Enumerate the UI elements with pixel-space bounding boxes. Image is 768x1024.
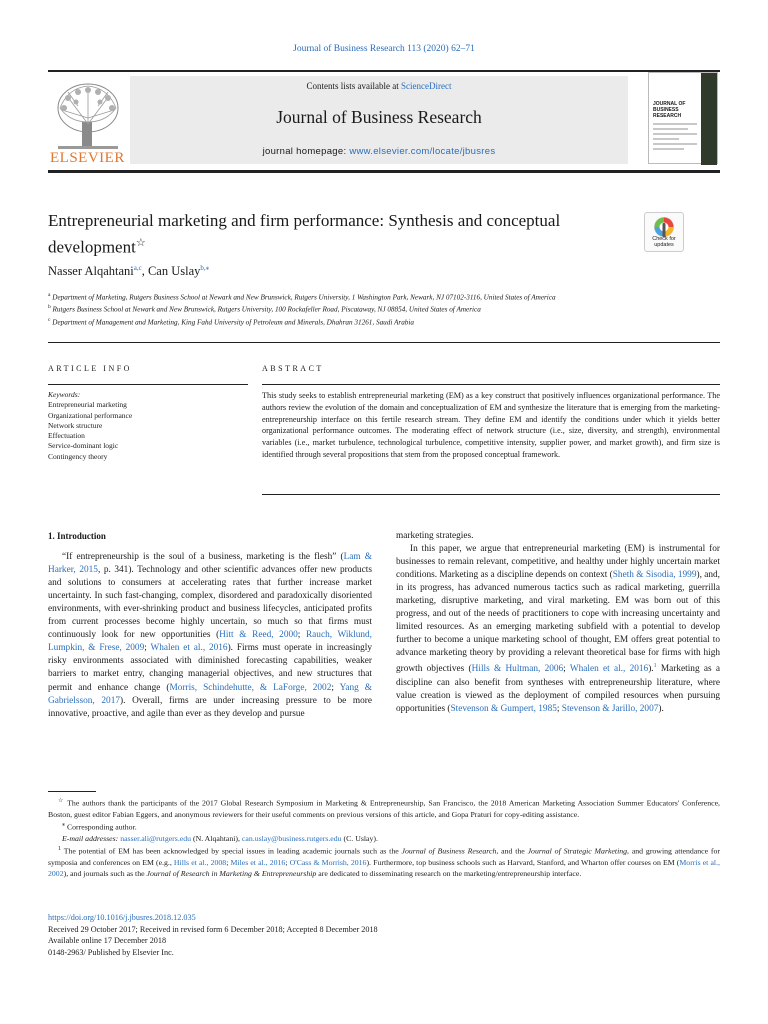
sciencedirect-link[interactable]: ScienceDirect [401,81,452,91]
abstract-bottom-rule [262,494,720,495]
check-for-updates-badge[interactable] [644,212,684,252]
affiliations [48,290,648,327]
author-list: Nasser Alqahtani$^{a,c}$, Can Uslay$^{b,⁎}$ [48,264,210,279]
citation-link[interactable]: Morris, Schindehutte, & LaForge, 2002 [169,682,332,693]
footnote-1: $^1$ The potential of EM has been acknowledged by special issues in leading academic journals such as the Journal of Business Research, and the Journal of Strategic Marketing, and growing attendance for symposia and conferences on EM (e.g., Hills et al., 2008; Miles et al., 2016; O'Cass & Morrish, 2016). Furthermore, top business schools such as Harvard, Stanford, and Wharton offer courses on EM (Morris et al., 2002), and journals such as the Journal of Research in Marketing & Entrepreneurship are dedicated to disseminating research on the marketing/entrepreneurship interface. [48,846,720,878]
footnote-rule [48,791,96,792]
keywords-label: Keywords: [48,390,81,399]
masthead-rule [48,170,720,173]
email-link[interactable]: can.uslay@business.rutgers.edu [241,833,342,843]
author-affiliation-mark[interactable]: a,c [133,264,142,272]
italic-text: Journal of Business Research [401,846,497,856]
contents-lists-line: Contents lists available at ScienceDirect [306,81,452,91]
cover-text-lines [653,123,697,153]
affiliation-item: $^c$ Department of Management and Marketing, King Fahd University of Petroleum and Minerals, Dhahran 31261, Saudi Arabia [48,316,414,327]
available-online: Available online 17 December 2018 [48,936,167,946]
elsevier-wordmark[interactable]: ELSEVIER [50,150,125,166]
article-metadata [48,912,720,958]
journal-cover-thumbnail[interactable] [648,72,718,164]
journal-masthead [48,70,720,166]
section-heading-introduction: 1. Introduction [48,531,106,541]
citation-link[interactable]: Hitt & Reed, 2000 [219,630,298,641]
abstract-text: This study seeks to establish entrepreneurial marketing (EM) as a key construct that positively influences organizational performance. The authors review the evolution of the domain and conceptualization of EM and synthesize the literature that is emerging from the marketing-entrepreneurship interface on this fertile research stream. They define EM and identify the conditions under which it yields better organizational performance outcomes. The moderating effect of network structure (i.e., size, diversity, and strength), environmental variables (i.e., market turbulence, technological turbulence, competitive intensity, supplier power, and market growth), and firm size is identified through several propositions that stem from the proposed conceptual framework. [262,391,720,459]
citation-link[interactable]: Hills & Hultman, 2006 [471,664,564,675]
keyword-item: Contingency theory [48,451,108,461]
journal-citation[interactable]: Journal of Business Research 113 (2020) 62–71 [293,44,475,54]
cover-image-band [701,73,717,165]
footnote-ref[interactable]: 1 [653,663,657,670]
keyword-item: Effectuation [48,431,85,441]
author-name[interactable]: Nasser Alqahtani [48,264,134,279]
author-affiliation-mark[interactable]: b,⁎ [200,264,210,272]
citation-link[interactable]: Sheth & Sisodia, 1999 [612,570,697,581]
citation-link[interactable]: Morris et al., 2002 [48,857,720,878]
body-column-right [396,530,720,716]
journal-homepage-link[interactable]: www.elsevier.com/locate/jbusres [349,146,496,157]
keywords-block [48,390,248,462]
citation-link[interactable]: Miles et al., 2016 [230,857,286,867]
citation-link[interactable]: Rauch, Wiklund, Lumpkin, & Frese, 2009 [48,630,373,654]
doi-link[interactable]: https://doi.org/10.1016/j.jbusres.2018.12.035 [48,913,196,922]
abstract-rule [262,384,720,385]
cover-title: JOURNAL OF BUSINESS RESEARCH [653,101,686,119]
italic-text: Journal of Research in Marketing & Entrepreneurship [146,869,317,878]
body-paragraph: In this paper, we argue that entrepreneurial marketing (EM) is instrumental for businesses to remain relevant, competitive, and healthy under highly uncertain market conditions. Marketing as a discipline depends on context (Sheth & Sisodia, 1999), and, in its progress, has advanced numerous tactics such as radical marketing, guerrilla marketing, disruptive marketing, and viral marketing. EM was born out of this progress, and out of the needs of practitioners to cope with increasing uncertainty and limited resources. As an emerging marketing subfield with a potential to develop further to become a unique marketing school of thought, EM offers great potential to advance marketing theory by providing a relevant theoretical base for firms with high growth objectives (Hills & Hultman, 2006; Whalen et al., 2016).$^1$ Marketing as a discipline can also benefit from syntheses with entrepreneurship literature, where value creation is viewed as the deployment of compiled resources when pursuing opportunities (Stevenson & Gumpert, 1985; Stevenson & Jarillo, 2007). [396,544,720,714]
article-info-rule [48,384,248,385]
keyword-item: Entrepreneurial marketing [48,400,127,410]
acknowledgement-footnote: ☆ The authors thank the participants of the 2017 Global Research Symposium in Marketing & Entrepreneurship, San Francisco, the 2018 American Marketing Association Summer Educators' Conference, Boston, guest editor Fabian Eggers, and anonymous reviewers for their useful comments on previous versions of this article, and Gopa Praturi for copy-editing assistance. [48,798,720,819]
journal-title: Journal of Business Research [276,107,482,127]
article-title: Entrepreneurial marketing and firm performance: Synthesis and conceptual development☆ [48,211,561,257]
corresponding-author-note: ⁎ Corresponding author. [62,822,137,832]
article-info-heading: ARTICLE INFO [48,364,132,373]
footnotes [48,796,720,879]
affiliation-item: $^a$ Department of Marketing, Rutgers Business School at Newark and New Brunswick, Rutgers University, 1 Washington Park, Newark, NJ 07102-3116, United States of America [48,292,556,302]
copyright-line: 0148-2963/ Published by Elsevier Inc. [48,947,174,957]
journal-homepage-line: journal homepage: www.elsevier.com/locate/jbusres [262,146,496,157]
citation-link[interactable]: Lam & Harker, 2015 [48,552,373,576]
abstract-heading: ABSTRACT [262,364,324,373]
keyword-item: Network structure [48,420,103,430]
email-link[interactable]: nasser.ali@rutgers.edu [120,833,192,843]
affiliation-item: $^b$ Rutgers Business School at Newark and New Brunswick, Rutgers University, 100 Rockafeller Road, Piscataway, NJ 08854, United States of America [48,304,481,314]
crossmark-label: Check for updates [652,236,676,248]
citation-link[interactable]: O'Cass & Morrish, 2016 [289,857,367,867]
citation-link[interactable]: Stevenson & Gumpert, 1985 [450,703,557,714]
body-paragraph: marketing strategies. [396,531,474,541]
body-paragraph: “If entrepreneurship is the soul of a business, marketing is the flesh” (Lam & Harker, 2015, p. 341). Technology and other scientific advances offer new products and solutions to consumers at accelerating rates that further increase market uncertainty. In such fast-changing, complex, disordered and paradoxically disoriented environments, with ever-shrinking product and business lifecycles, anticipated profits from current processes become highly uncertain, so much so that firms must continuously look for new opportunities (Hitt & Reed, 2000; Rauch, Wiklund, Lumpkin, & Frese, 2009; Whalen et al., 2016). Firms must operate in increasingly risky environments associated with diminished forecasting capabilities, weaker barriers to market entry, changing managerial objectives, and new structures that permit and enhance change (Morris, Schindehutte, & LaForge, 2002; Yang & Gabrielsson, 2017). Overall, firms are under increasing pressure to be more innovative, proactive, and agile than ever as they develop and pursue [48,552,373,719]
article-info-top-rule [48,342,720,343]
keyword-item: Organizational performance [48,410,133,420]
citation-link[interactable]: Whalen et al., 2016 [569,664,649,675]
masthead-banner [130,76,628,164]
citation-link[interactable]: Yang & Gabrielsson, 2017 [48,682,372,706]
author-name[interactable]: Can Uslay [147,264,201,279]
keyword-item: Service-dominant logic [48,441,119,451]
received-dates: Received 29 October 2017; Received in revised form 6 December 2018; Accepted 8 December 2018 [48,924,378,934]
citation-link[interactable]: Whalen et al., 2016 [150,643,228,654]
citation-link[interactable]: Stevenson & Jarillo, 2007 [561,703,659,714]
body-column-left [48,530,372,721]
citation-link[interactable]: Hills et al., 2008 [173,857,227,867]
email-addresses: E-mail addresses: nasser.ali@rutgers.edu (N. Alqahtani), can.uslay@business.rutgers.edu (C. Uslay). [62,833,378,843]
title-footnote-mark[interactable]: ☆ [135,237,146,249]
italic-text: Journal of Strategic Marketing [527,846,628,856]
